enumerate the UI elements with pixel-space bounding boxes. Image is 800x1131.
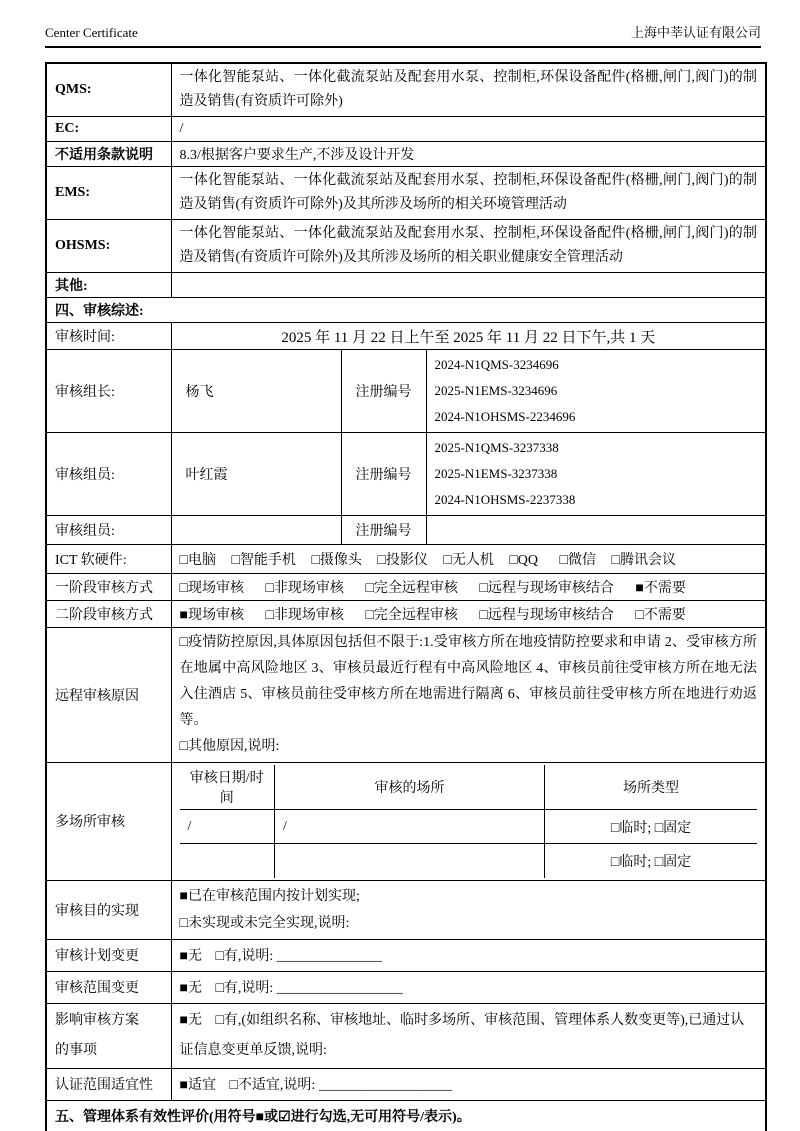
ohsms-label: OHSMS: [46, 220, 171, 273]
checkbox-not-needed[interactable]: ■不需要 [635, 581, 686, 596]
reg-number: 2024-N1OHSMS-2237338 [434, 492, 576, 507]
checkbox-objectives-achieved[interactable]: ■已在审核范围内按计划实现; [179, 888, 360, 904]
document-title: Center Certificate [45, 25, 138, 40]
other-content [171, 273, 766, 298]
row-other [46, 273, 766, 298]
plan-change-content [171, 939, 766, 971]
scope-change-content [171, 971, 766, 1003]
checkbox-tencent-meeting[interactable]: □腾讯会议 [611, 553, 676, 568]
checkbox-camera[interactable]: □摄像头 [311, 553, 362, 568]
leader-name: 杨飞 [171, 350, 341, 433]
row-scope-change [46, 971, 766, 1003]
row-ems [46, 167, 766, 220]
row-stage1-method [46, 574, 766, 601]
row-qms [46, 63, 766, 117]
checkbox-pandemic-reason[interactable]: □疫情防控原因,具体原因包括但不限于:1.受审核方所在地疫情防控要求和申请 2、受审核方所在地属中高风险地区 3、审核员最近行程有中高风险地区 4、审核员前往受审核方所在地无法入住酒店 5、审核员前往受审核方所在地需进行隔离 6、审核员前往受审核方所在地进行劝返等。 [179, 635, 758, 728]
section4-title: 四、审核综述: [46, 298, 766, 323]
col-header-site: 审核的场所 [275, 765, 545, 810]
objectives-label: 审核目的实现 [46, 880, 171, 939]
multisite-table [180, 765, 758, 878]
leader-role-label: 审核组长: [46, 350, 171, 433]
checkbox-not-suitable[interactable]: □不适宜,说明: [229, 1078, 316, 1093]
member1-reg-label: 注册编号 [341, 433, 426, 516]
blank-line: ___________________ [318, 1078, 452, 1093]
remote-reason-label: 远程审核原因 [46, 628, 171, 763]
multisite-row-1 [180, 810, 758, 844]
affecting-matters-content [171, 1003, 766, 1068]
page-header [45, 22, 761, 48]
col-header-date: 审核日期/时间 [180, 765, 275, 810]
checkbox-full-remote-audit[interactable]: □完全远程审核 [365, 608, 458, 623]
nonapplicable-content: 8.3/根据客户要求生产,不涉及设计开发 [171, 142, 766, 167]
row-audit-leader [46, 350, 766, 433]
checkbox-onsite-audit[interactable]: ■现场审核 [179, 608, 244, 623]
checkbox-drone[interactable]: □无人机 [443, 553, 494, 568]
row-section-audit-summary [46, 298, 766, 323]
checkbox-offsite-audit[interactable]: □非现场审核 [265, 581, 344, 596]
audit-time-value: 2025 年 11 月 22 日上午至 2025 年 11 月 22 日下午,共 1 天 [171, 323, 766, 350]
row-nonapplicable-clauses [46, 142, 766, 167]
reg-number: 2024-N1QMS-3234696 [434, 357, 559, 372]
row-ict [46, 545, 766, 574]
section5-title: 五、管理体系有效性评价(用符号■或☑进行勾选,无可用符号/表示)。 [46, 1100, 766, 1131]
ohsms-content: 一体化智能泵站、一体化截流泵站及配套用水泵、控制柜,环保设备配件(格栅,闸门,阀门)的制造及销售(有资质许可除外)及其所涉及场所的相关职业健康安全管理活动 [171, 220, 766, 273]
reg-number: 2025-N1EMS-3234696 [434, 383, 558, 398]
remote-reason-content [171, 628, 766, 763]
member2-reg-numbers [426, 516, 766, 545]
ict-options [171, 545, 766, 574]
suitability-label: 认证范围适宜性 [46, 1068, 171, 1100]
multisite-row-2 [180, 844, 758, 878]
nonapplicable-label: 不适用条款说明 [46, 142, 171, 167]
row-objectives [46, 880, 766, 939]
affecting-matters-label [46, 1003, 171, 1068]
site-date: / [180, 810, 275, 844]
plan-change-label: 审核计划变更 [46, 939, 171, 971]
row-affecting-matters [46, 1003, 766, 1068]
member2-name [171, 516, 341, 545]
checkbox-smartphone[interactable]: □智能手机 [231, 553, 296, 568]
checkbox-other-reason[interactable]: □其他原因,说明: [179, 739, 280, 754]
row-audit-member-1 [46, 433, 766, 516]
checkbox-full-remote-audit[interactable]: □完全远程审核 [365, 581, 458, 596]
row-ec [46, 117, 766, 142]
row-audit-time [46, 323, 766, 350]
checkbox-remote-onsite-combined[interactable]: □远程与现场审核结合 [479, 608, 614, 623]
company-name: 上海中莘认证有限公司 [630, 25, 761, 40]
checkbox-site-type[interactable]: □临时; □固定 [545, 810, 758, 844]
ems-label: EMS: [46, 167, 171, 220]
multisite-label: 多场所审核 [46, 763, 171, 881]
checkbox-remote-onsite-combined[interactable]: □远程与现场审核结合 [479, 581, 614, 596]
stage2-label: 二阶段审核方式 [46, 601, 171, 628]
site-name: / [275, 810, 545, 844]
checkbox-has-plan-change[interactable]: □有,说明: [215, 949, 274, 964]
blank-line: __________________ [276, 981, 403, 996]
checkbox-site-type[interactable]: □临时; □固定 [545, 844, 758, 878]
checkbox-projector[interactable]: □投影仪 [377, 553, 428, 568]
checkbox-has-scope-change[interactable]: □有,说明: [215, 981, 274, 996]
checkbox-qq[interactable]: □QQ [509, 553, 539, 568]
other-label: 其他: [46, 273, 171, 298]
row-ohsms [46, 220, 766, 273]
checkbox-objectives-not-achieved[interactable]: □未实现或未完全实现,说明: [179, 915, 350, 931]
member1-name: 叶红霞 [171, 433, 341, 516]
qms-content: 一体化智能泵站、一体化截流泵站及配套用水泵、控制柜,环保设备配件(格栅,闸门,阀门)的制造及销售(有资质许可除外) [171, 63, 766, 117]
label-line: 的事项 [55, 1042, 97, 1058]
member1-reg-numbers [426, 433, 766, 516]
row-audit-member-2 [46, 516, 766, 545]
leader-reg-label: 注册编号 [341, 350, 426, 433]
multisite-header-row [180, 765, 758, 810]
audit-time-label: 审核时间: [46, 323, 171, 350]
checkbox-not-needed[interactable]: □不需要 [635, 608, 686, 623]
checkbox-wechat[interactable]: □微信 [559, 553, 596, 568]
row-multisite [46, 763, 766, 881]
checkbox-offsite-audit[interactable]: □非现场审核 [265, 608, 344, 623]
checkbox-onsite-audit[interactable]: □现场审核 [179, 581, 244, 596]
label-line: 影响审核方案 [55, 1012, 139, 1028]
checkbox-computer[interactable]: □电脑 [179, 553, 216, 568]
stage1-label: 一阶段审核方式 [46, 574, 171, 601]
row-section-effectiveness [46, 1100, 766, 1131]
site-date [180, 844, 275, 878]
stage2-options [171, 601, 766, 628]
member2-reg-label: 注册编号 [341, 516, 426, 545]
col-header-type: 场所类型 [545, 765, 758, 810]
reg-number: 2024-N1OHSMS-2234696 [434, 409, 576, 424]
audit-form-table [45, 62, 767, 1131]
qms-label: QMS: [46, 63, 171, 117]
suitability-content [171, 1068, 766, 1100]
row-scope-suitability [46, 1068, 766, 1100]
checkbox-suitable[interactable]: ■适宜 [179, 1078, 216, 1093]
reg-number: 2025-N1QMS-3237338 [434, 440, 559, 455]
ems-content: 一体化智能泵站、一体化截流泵站及配套用水泵、控制柜,环保设备配件(格栅,闸门,阀门)的制造及销售(有资质许可除外)及其所涉及场所的相关环境管理活动 [171, 167, 766, 220]
leader-reg-numbers [426, 350, 766, 433]
stage1-options [171, 574, 766, 601]
checkbox-no-plan-change[interactable]: ■无 [179, 949, 202, 964]
ec-label: EC: [46, 117, 171, 142]
checkbox-has-affecting-matters[interactable]: □有,(如组织名称、审核地址、临时多场所、审核范围、管理体系人数变更等),已通过认证信息变更单反馈,说明: [179, 1012, 745, 1058]
blank-line: _______________ [276, 949, 382, 964]
ict-label: ICT 软硬件: [46, 545, 171, 574]
reg-number: 2025-N1EMS-3237338 [434, 466, 558, 481]
objectives-content [171, 880, 766, 939]
scope-change-label: 审核范围变更 [46, 971, 171, 1003]
ec-content: / [171, 117, 766, 142]
site-name [275, 844, 545, 878]
row-plan-change [46, 939, 766, 971]
row-remote-reason [46, 628, 766, 763]
row-stage2-method [46, 601, 766, 628]
checkbox-no-affecting-matters[interactable]: ■无 [179, 1012, 202, 1028]
member2-role-label: 审核组员: [46, 516, 171, 545]
multisite-table-cell [171, 763, 766, 881]
member1-role-label: 审核组员: [46, 433, 171, 516]
checkbox-no-scope-change[interactable]: ■无 [179, 981, 202, 996]
